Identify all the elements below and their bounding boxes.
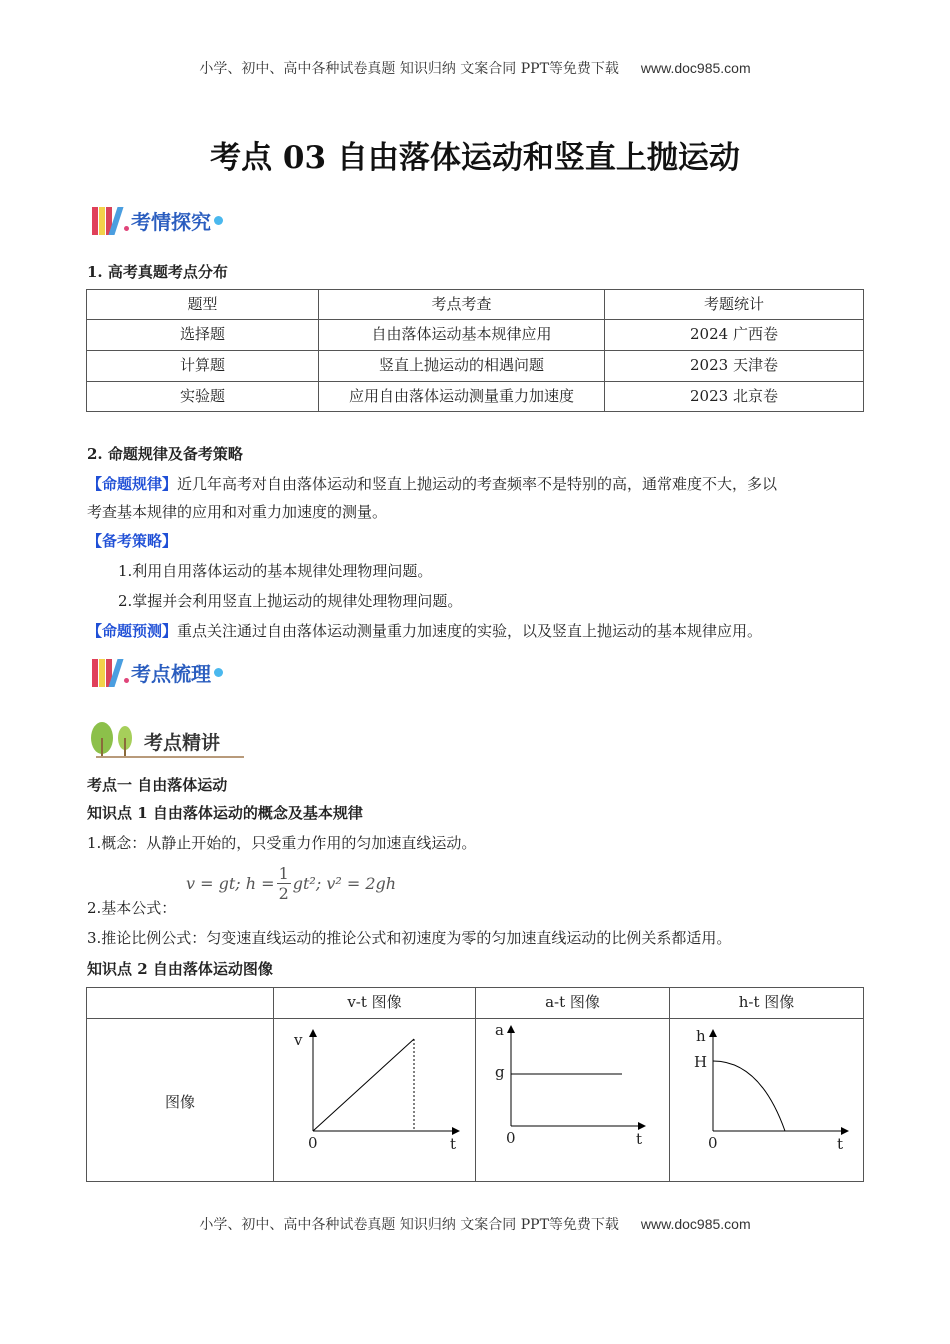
footer-url[interactable]: www.doc985.com <box>640 1216 751 1232</box>
table-cell: 选择题 <box>87 320 319 351</box>
banner-key-points <box>88 716 244 760</box>
section-heading: 2. 命题规律及备考策略 <box>87 445 243 463</box>
books-icon <box>92 659 120 687</box>
page-header <box>0 58 950 78</box>
table-header: 考点考查 <box>319 290 605 320</box>
section-heading: 1. 高考真题考点分布 <box>87 263 228 281</box>
knowledge-point-heading: 知识点 2 自由落体运动图像 <box>87 960 273 978</box>
row-label: 图像 <box>87 1019 274 1182</box>
formula-part: gt²; v² = 2gh <box>292 874 397 893</box>
concept-text: 1.概念：从静止开始的，只受重力作用的匀加速直线运动。 <box>87 834 477 852</box>
at-graph <box>476 1019 669 1179</box>
table-cell: 2023 北京卷 <box>605 382 864 412</box>
table-row <box>87 382 864 412</box>
trees-icon <box>88 716 148 760</box>
g-label: g <box>495 1063 505 1081</box>
table-cell: 竖直上抛运动的相遇问题 <box>319 351 605 382</box>
table-header: 题型 <box>87 290 319 320</box>
H-label: H <box>694 1053 708 1071</box>
topic-heading: 考点一 自由落体运动 <box>87 776 228 794</box>
banner-label: 考点精讲 <box>144 732 221 754</box>
table-row <box>87 320 864 351</box>
rule-text: 近几年高考对自由落体运动和竖直上抛运动的考查频率不是特别的高，通常难度不大，多以 <box>177 475 778 493</box>
origin-label: 0 <box>308 1134 318 1152</box>
strategy-item: 1.利用自用落体运动的基本规律处理物理问题。 <box>118 562 433 580</box>
at-graph-cell <box>476 1019 670 1182</box>
banner-label: 考点梳理 <box>131 662 211 686</box>
knowledge-point-heading: 知识点 1 自由落体运动的概念及基本规律 <box>87 804 363 822</box>
fraction <box>277 864 291 903</box>
graph-table <box>86 987 864 1182</box>
header-text: 小学、初中、高中各种试卷真题 知识归纳 文案合同 PPT等免费下载 <box>199 61 619 77</box>
table-cell: 自由落体运动基本规律应用 <box>319 320 605 351</box>
header-url[interactable]: www.doc985.com <box>640 60 751 76</box>
rule-label: 【命题规律】 <box>87 475 178 493</box>
table-header: a-t 图像 <box>476 988 670 1019</box>
table-cell: 应用自由落体运动测量重力加速度 <box>319 382 605 412</box>
origin-label: 0 <box>506 1129 516 1147</box>
denominator: 2 <box>278 884 289 903</box>
rule-text-cont: 考查基本规律的应用和对重力加速度的测量。 <box>87 503 388 521</box>
table-row <box>87 351 864 382</box>
predict-text: 重点关注通过自由落体运动测量重力加速度的实验，以及竖直上抛运动的基本规律应用。 <box>177 622 763 640</box>
formula-part: v = gt; h = <box>186 874 275 893</box>
page-footer <box>0 1214 950 1234</box>
axis-label: t <box>837 1135 844 1153</box>
rule-paragraph <box>87 473 867 494</box>
origin-label: 0 <box>708 1134 718 1152</box>
table-cell: 2024 广西卷 <box>605 320 864 351</box>
axis-label: v <box>294 1031 303 1049</box>
table-row <box>87 1019 864 1182</box>
numerator: 1 <box>278 864 289 883</box>
table-header: 考题统计 <box>605 290 864 320</box>
axis-label: h <box>696 1027 706 1045</box>
banner-knowledge-review <box>92 658 223 687</box>
footer-text: 小学、初中、高中各种试卷真题 知识归纳 文案合同 PPT等免费下载 <box>199 1217 619 1233</box>
page-title: 考点 03 自由落体运动和竖直上抛运动 <box>210 140 740 176</box>
table-cell: 计算题 <box>87 351 319 382</box>
formula <box>186 864 396 903</box>
table-cell: 实验题 <box>87 382 319 412</box>
table-header <box>87 988 274 1019</box>
vt-graph-cell <box>274 1019 476 1182</box>
velocity-line <box>313 1039 414 1131</box>
strategy-label: 【备考策略】 <box>87 532 178 550</box>
predict-label: 【命题预测】 <box>87 622 178 640</box>
predict-paragraph <box>87 620 762 641</box>
axis-label: a <box>495 1021 504 1039</box>
strategy-item: 2.掌握并会利用竖直上抛运动的规律处理物理问题。 <box>118 592 463 610</box>
ht-graph-cell <box>670 1019 864 1182</box>
formula-label: 2.基本公式： <box>87 899 177 917</box>
exam-distribution-table <box>86 289 864 412</box>
height-curve <box>713 1061 785 1131</box>
table-header: h-t 图像 <box>670 988 864 1019</box>
axis-label: t <box>450 1135 457 1153</box>
vt-graph <box>274 1019 474 1179</box>
inference-text: 3.推论比例公式：匀变速直线运动的推论公式和初速度为零的匀加速直线运动的比例关系都适用。 <box>87 929 732 947</box>
table-cell: 2023 天津卷 <box>605 351 864 382</box>
banner-label: 考情探究 <box>131 210 211 234</box>
axis-label: t <box>636 1130 643 1148</box>
table-header: v-t 图像 <box>274 988 476 1019</box>
books-icon <box>92 207 120 235</box>
banner-exam-analysis <box>92 206 223 235</box>
